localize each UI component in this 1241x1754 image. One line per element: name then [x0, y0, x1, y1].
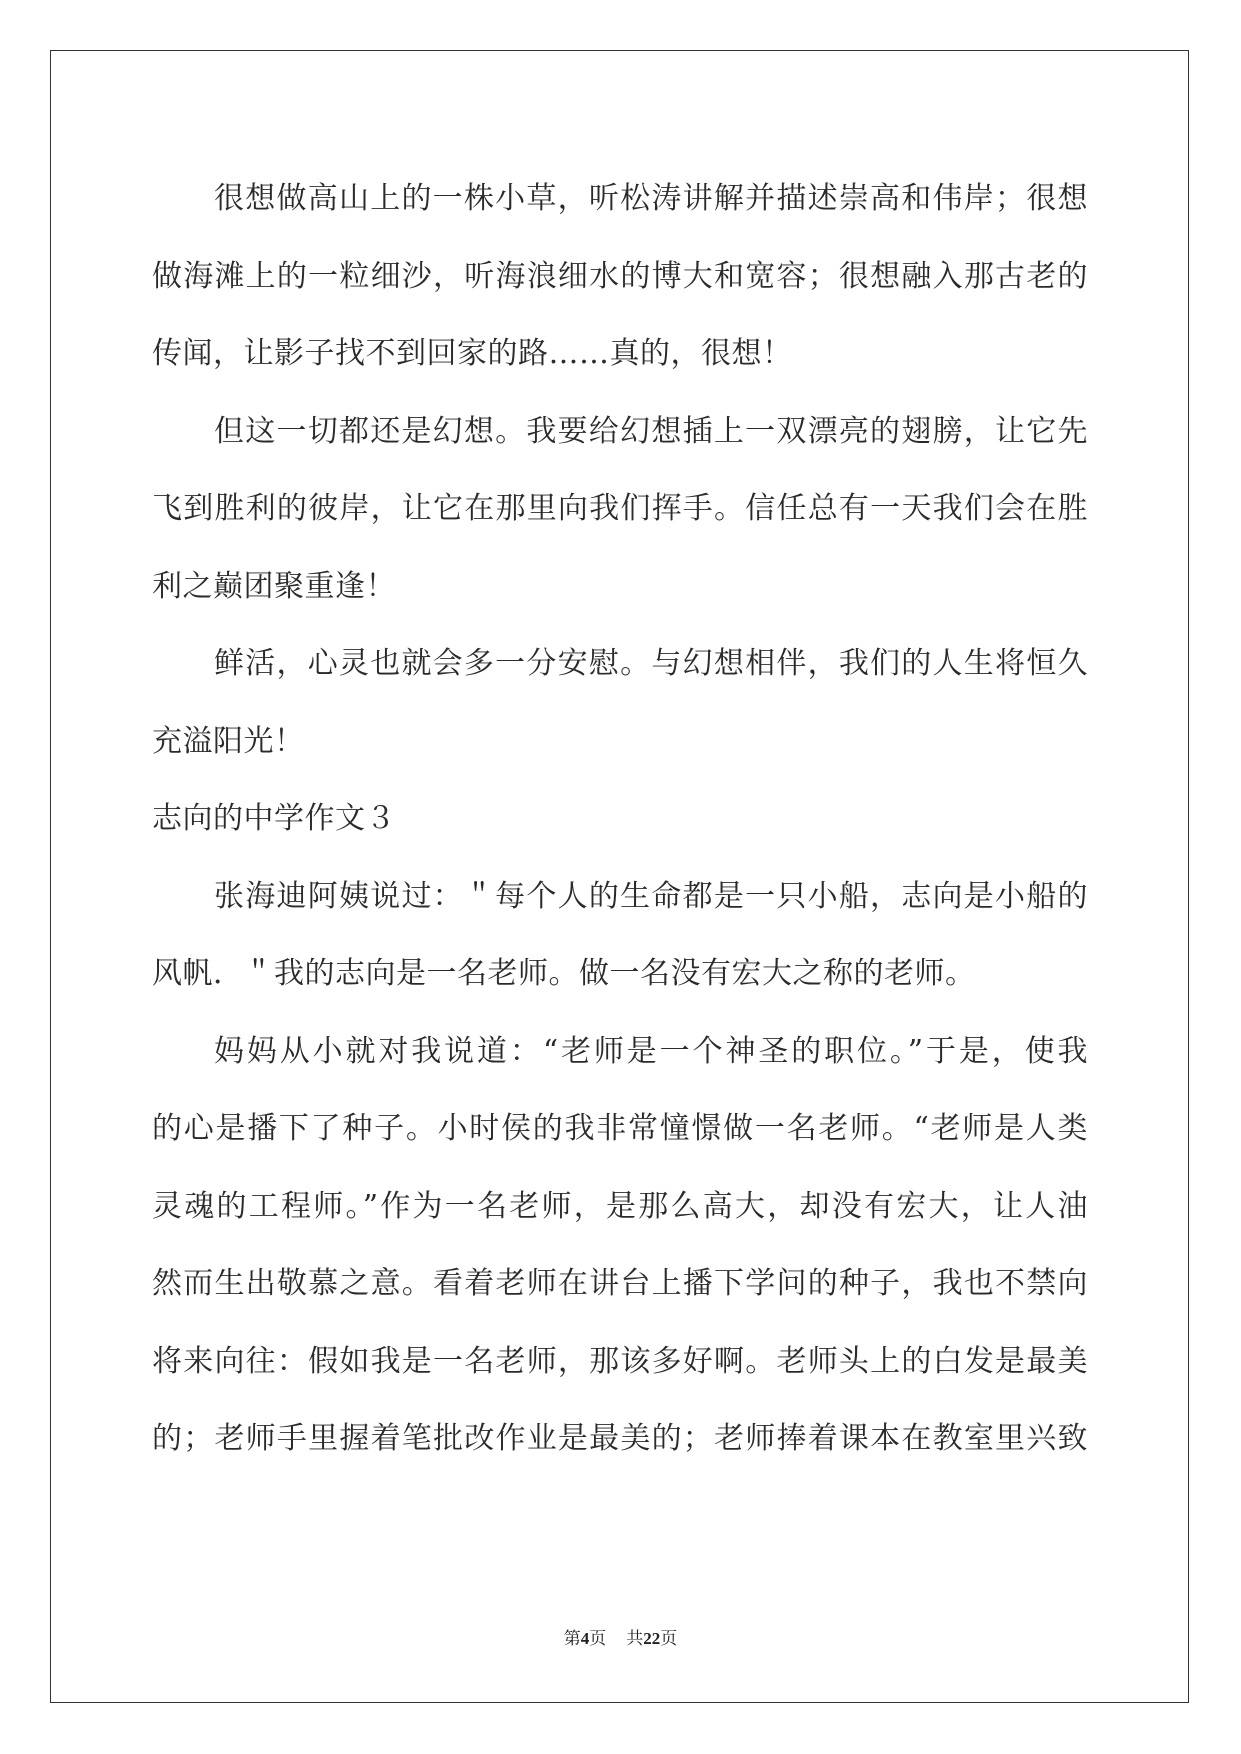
text-line: 利之巅团聚重逢！ — [152, 568, 396, 604]
text-line: 将来向往：假如我是一名老师，那该多好啊。老师头上的白发是最美 — [152, 1343, 1088, 1379]
document-body — [152, 160, 1088, 1478]
text-line: 做海滩上的一粒细沙，听海浪细水的博大和宽容；很想融入那古老的 — [152, 258, 1088, 294]
total-prefix: 共 — [626, 1629, 644, 1649]
total-pages: 22 — [643, 1629, 661, 1648]
page-suffix: 页 — [589, 1629, 607, 1649]
text-line: 风帆．＂我的志向是一名老师。做一名没有宏大之称的老师。 — [152, 956, 976, 991]
section-heading: 志向的中学作文３ — [152, 801, 396, 836]
text-line: 充溢阳光！ — [152, 723, 305, 759]
text-line: 张海迪阿姨说过：＂每个人的生命都是一只小船，志向是小船的 — [214, 878, 1088, 914]
text-line: 但这一切都还是幻想。我要给幻想插上一双漂亮的翅膀，让它先 — [214, 413, 1088, 449]
total-suffix: 页 — [660, 1629, 678, 1649]
page-footer — [0, 1624, 1241, 1649]
text-line: 然而生出敬慕之意。看着老师在讲台上播下学问的种子，我也不禁向 — [152, 1266, 1088, 1301]
page-prefix: 第 — [563, 1629, 581, 1649]
text-line: 飞到胜利的彼岸，让它在那里向我们挥手。信任总有一天我们会在胜 — [152, 491, 1088, 526]
text-line: 的心是播下了种子。小时侯的我非常憧憬做一名老师。“老师是人类 — [152, 1111, 1088, 1146]
text-line: 的；老师手里握着笔批改作业是最美的；老师捧着课本在教室里兴致 — [152, 1421, 1088, 1456]
text-line: 传闻，让影子找不到回家的路……真的，很想！ — [152, 336, 793, 371]
page-number: 4 — [580, 1629, 590, 1648]
text-line: 妈妈从小就对我说道：“老师是一个神圣的职位。”于是，使我 — [214, 1033, 1088, 1069]
text-line: 鲜活，心灵也就会多一分安慰。与幻想相伴，我们的人生将恒久 — [214, 646, 1088, 681]
text-line: 很想做高山上的一株小草，听松涛讲解并描述崇高和伟岸；很想 — [214, 181, 1088, 216]
text-line: 灵魂的工程师。”作为一名老师，是那么高大，却没有宏大，让人油 — [152, 1188, 1088, 1224]
